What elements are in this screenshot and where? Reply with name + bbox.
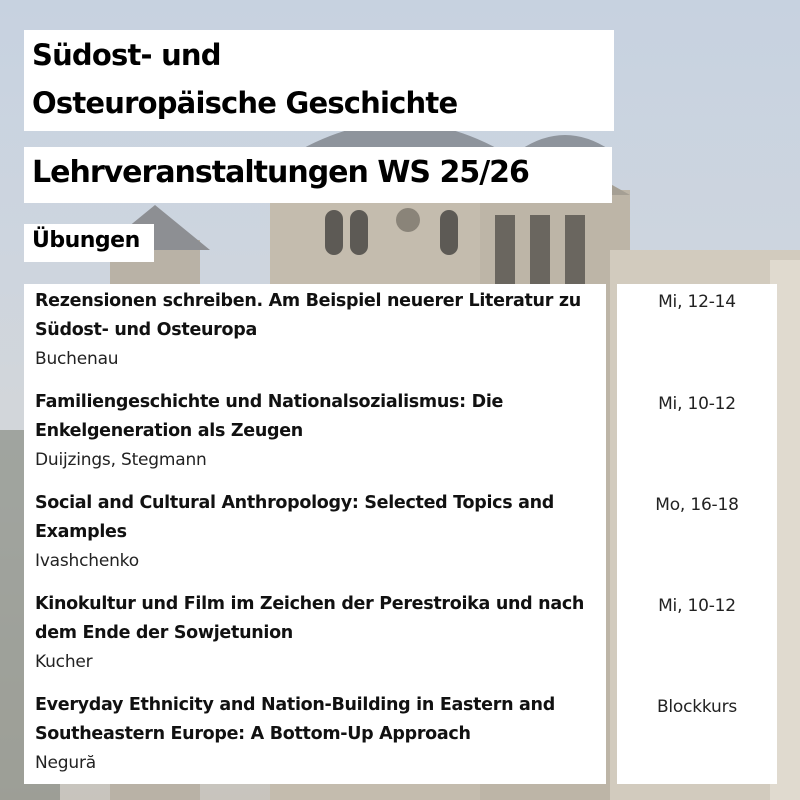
course-lecturer: Kucher	[35, 652, 93, 672]
course-title: Rezensionen schreiben. Am Beispiel neuerer Literatur zu Südost- und Osteuropa	[35, 291, 581, 340]
course-title: Familiengeschichte und Nationalsozialismus: Die Enkelgeneration als Zeugen	[35, 392, 504, 441]
page-title-line-1: Südost- und	[32, 38, 221, 72]
list-item	[35, 590, 605, 676]
course-time: Blockkurs	[656, 697, 738, 717]
page-subtitle: Lehrveranstaltungen WS 25/26	[32, 155, 529, 190]
list-item	[35, 489, 605, 575]
course-lecturer: Buchenau	[35, 349, 119, 369]
list-item	[35, 388, 605, 474]
section-box	[24, 224, 154, 262]
page-title-line-2: Osteuropäische Geschichte	[32, 86, 458, 120]
course-title: Social and Cultural Anthropology: Selected Topics and Examples	[35, 493, 555, 542]
course-lecturer: Negură	[35, 753, 96, 773]
subtitle-box	[24, 147, 612, 203]
course-time: Mi, 10-12	[658, 394, 736, 414]
title-box	[24, 30, 614, 131]
section-title: Übungen	[32, 228, 140, 253]
course-title: Kinokultur und Film im Zeichen der Perestroika und nach dem Ende der Sowjetunion	[35, 594, 585, 643]
list-item	[35, 691, 605, 777]
course-title: Everyday Ethnicity and Nation-Building in Eastern and Southeastern Europe: A Bottom-Up Approach	[35, 695, 555, 744]
course-lecturer: Ivashchenko	[35, 551, 139, 571]
course-time: Mi, 10-12	[658, 596, 736, 616]
list-item	[35, 287, 605, 373]
course-time: Mo, 16-18	[655, 495, 739, 515]
time-list	[617, 284, 777, 784]
course-list	[24, 284, 606, 784]
course-lecturer: Duijzings, Stegmann	[35, 450, 207, 470]
course-time: Mi, 12-14	[658, 292, 736, 312]
